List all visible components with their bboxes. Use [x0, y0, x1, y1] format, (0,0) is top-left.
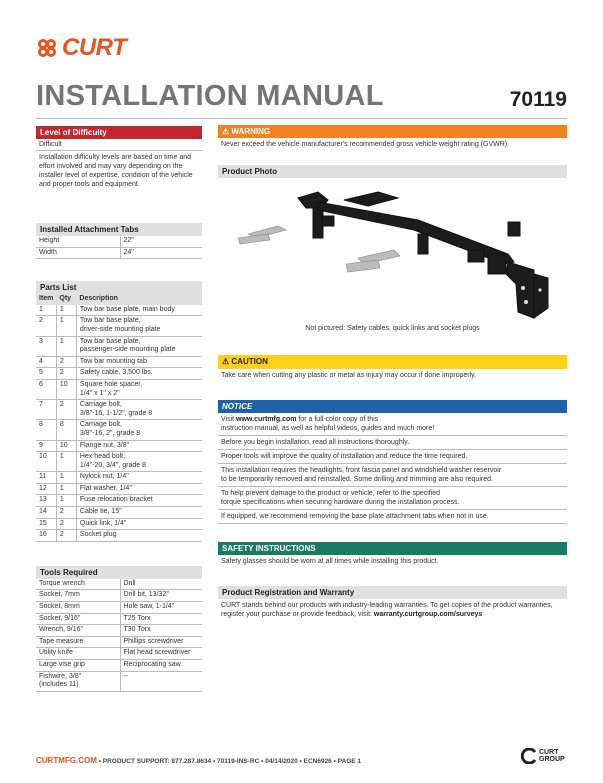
warning-heading-text: WARNING [231, 127, 271, 136]
parts-row [36, 518, 202, 530]
title-divider [36, 118, 567, 119]
tools-section [36, 566, 202, 692]
tools-row [36, 625, 202, 637]
tool-name: Torque wrench [36, 579, 120, 590]
parts-quantity: 10 [56, 440, 76, 452]
curt-group-mark-icon [521, 748, 537, 764]
parts-quantity: 10 [56, 379, 76, 399]
footer-info: • PRODUCT SUPPORT: 877.287.8634 • 70119-INS-RC • 04/14/2020 • ECN6926 • PAGE 1 [96, 758, 362, 765]
parts-table [36, 294, 202, 542]
parts-quantity: 1 [56, 472, 76, 484]
parts-quantity: 2 [56, 400, 76, 420]
tools-row [36, 660, 202, 672]
notice-visit-suffix: for a full-color copy of this [296, 416, 379, 423]
footer [36, 756, 361, 765]
registration-section [218, 586, 567, 621]
tools-row [36, 579, 202, 590]
parts-list-section [36, 281, 202, 542]
tools-row [36, 602, 202, 614]
parts-description: Nylock nut, 1/4" [76, 472, 202, 484]
registration-heading: Product Registration and Warranty [218, 586, 567, 599]
notice-item: This installation requires the headlights, front fascia panel and windshield washer reservoir to be temporarily removed and reinstalled. Some drilling and trimming are also required. [218, 464, 567, 487]
parts-description: Socket plug [76, 530, 202, 542]
curt-group-logo [521, 744, 567, 766]
parts-row [36, 452, 202, 472]
parts-row [36, 316, 202, 336]
caution-text: Take care when cutting any plastic or metal as injury may occur if done improperly. [221, 372, 477, 379]
tools-row [36, 671, 202, 691]
attachment-tabs-section [36, 223, 202, 259]
curt-gear-icon [36, 37, 58, 59]
notice-visit-prefix: Visit [221, 416, 237, 423]
notice-visit [218, 413, 567, 436]
warning-section [218, 125, 567, 151]
tool-name: T30 Torx [120, 625, 202, 637]
parts-quantity: 1 [56, 316, 76, 336]
safety-section [218, 542, 567, 568]
parts-description: Safety cable, 3,500 lbs. [76, 368, 202, 380]
tool-name: -- [120, 671, 202, 691]
notice-item: If equipped, we recommend removing the base plate attachment tabs when not in use. [218, 510, 567, 524]
parts-row [36, 495, 202, 507]
parts-description: Cable tie, 15" [76, 507, 202, 519]
parts-description: Tow bar mounting tab [76, 356, 202, 368]
curt-group-sub: GROUP [539, 756, 565, 763]
parts-row [36, 400, 202, 420]
parts-quantity: 2 [56, 530, 76, 542]
registration-body: CURT stands behind our products with industry-leading warranties. To get copies of the product warranties, register your purchase or provide feedback, visit: [221, 602, 553, 618]
safety-heading: SAFETY INSTRUCTIONS [218, 542, 567, 555]
attachment-tab-value: 24" [120, 247, 202, 259]
parts-quantity: 2 [56, 368, 76, 380]
safety-text: Safety glasses should be worn at all times while installing this product. [221, 558, 439, 565]
parts-row [36, 305, 202, 316]
tools-row [36, 636, 202, 648]
parts-item-number: 3 [36, 336, 56, 356]
parts-item-number: 5 [36, 368, 56, 380]
parts-row [36, 507, 202, 519]
product-photo-heading: Product Photo [218, 165, 567, 178]
parts-description: Fuse relocation bracket [76, 495, 202, 507]
product-photo [218, 178, 567, 320]
tools-heading: Tools Required [36, 566, 202, 579]
product-photo-caption: Not pictured: Safety cables, quick links and socket plugs [305, 325, 480, 332]
notice-section [218, 400, 567, 524]
parts-quantity: 1 [56, 336, 76, 356]
attachment-tab-value: 22" [120, 236, 202, 247]
parts-description: Tow bar base plate, main body [76, 305, 202, 316]
notice-item: Before you begin installation, read all instructions thoroughly. [218, 436, 567, 450]
part-number: 70119 [509, 88, 567, 111]
notice-item: To help prevent damage to the product or vehicle, refer to the specified torque specifications when securing hardware during the installation process. [218, 487, 567, 510]
difficulty-level: Difficult [36, 139, 202, 151]
parts-row [36, 336, 202, 356]
tool-name: Tape measure [36, 636, 120, 648]
parts-row [36, 530, 202, 542]
parts-description: Flange nut, 3/8" [76, 440, 202, 452]
parts-description: Quick link, 1/4" [76, 518, 202, 530]
notice-items [218, 436, 567, 524]
parts-description: Carriage bolt, 3/8"-16, 1-1/2", grade 8 [76, 400, 202, 420]
parts-description: Tow bar base plate, driver-side mounting plate [76, 316, 202, 336]
parts-row [36, 483, 202, 495]
parts-row [36, 472, 202, 484]
tool-name: Socket, 8mm [36, 602, 120, 614]
curt-group-text: CURT [539, 749, 559, 756]
parts-item-number: 14 [36, 507, 56, 519]
tool-name: Socket, 7mm [36, 590, 120, 602]
parts-row [36, 420, 202, 440]
tool-name: Utility knife [36, 648, 120, 660]
parts-item-number: 13 [36, 495, 56, 507]
parts-item-number: 15 [36, 518, 56, 530]
parts-item-number: 11 [36, 472, 56, 484]
parts-quantity: 1 [56, 495, 76, 507]
parts-description: Hex head bolt, 1/4"-20, 3/4", grade 8 [76, 452, 202, 472]
tools-table [36, 579, 202, 692]
registration-text [218, 599, 567, 621]
tool-name: Fishwire, 3/8" (includes 11) [36, 671, 120, 691]
logo-wordmark: CURT [62, 34, 127, 61]
parts-quantity: 2 [56, 356, 76, 368]
notice-item: Proper tools will improve the quality of installation and reduce the time required. [218, 450, 567, 464]
footer-site-link[interactable]: CURTMFG.COM [36, 756, 97, 765]
parts-description: Carriage bolt, 3/8"-16, 2", grade 8 [76, 420, 202, 440]
warning-text: Never exceed the vehicle manufacturer's recommended gross vehicle weight rating (GVWR). [221, 141, 510, 148]
curt-logo [36, 36, 126, 60]
parts-item-number: 7 [36, 400, 56, 420]
left-column [36, 126, 202, 692]
parts-item-number: 8 [36, 420, 56, 440]
tool-name: Flat head screwdriver [120, 648, 202, 660]
warning-icon: ⚠ [222, 127, 230, 136]
warning-heading [218, 125, 567, 138]
curt-group-wordmark [539, 749, 565, 763]
parts-quantity: 8 [56, 420, 76, 440]
tool-name: T25 Torx [120, 613, 202, 625]
tool-name: Reciprocating saw [120, 660, 202, 672]
parts-description: Flat washer, 1/4" [76, 483, 202, 495]
attachment-tab-label: Height [36, 236, 120, 247]
difficulty-heading: Level of Difficulty [36, 126, 202, 139]
parts-description: Square hole spacer, 1/4" x 1" x 2" [76, 379, 202, 399]
notice-visit-link[interactable]: www.curtmfg.com [236, 416, 297, 423]
attachment-tab-row [36, 236, 202, 247]
parts-col-item: Item [36, 294, 56, 305]
tools-row [36, 648, 202, 660]
parts-col-description: Description [76, 294, 202, 305]
parts-item-number: 10 [36, 452, 56, 472]
parts-quantity: 2 [56, 518, 76, 530]
notice-heading: NOTICE [218, 400, 567, 413]
tool-name: Drill [120, 579, 202, 590]
attachment-tab-row [36, 247, 202, 259]
page-title: INSTALLATION MANUAL [36, 80, 384, 112]
parts-item-number: 1 [36, 305, 56, 316]
parts-quantity: 1 [56, 452, 76, 472]
attachment-tab-label: Width [36, 247, 120, 259]
difficulty-section [36, 126, 202, 201]
caution-section [218, 355, 567, 382]
parts-row [36, 379, 202, 399]
parts-item-number: 12 [36, 483, 56, 495]
tool-name: Drill bit, 13/32" [120, 590, 202, 602]
difficulty-description: Installation difficulty levels are based on time and effort involved and may vary depending on the installer level of expertise, condition of the vehicle and proper tools and equipment. [39, 154, 193, 188]
registration-link[interactable]: warranty.curtgroup.com/surveys [373, 611, 483, 618]
parts-item-number: 9 [36, 440, 56, 452]
tool-name: Wrench, 9/16" [36, 625, 120, 637]
tool-name: Large vise grip [36, 660, 120, 672]
attachment-tabs-heading: Installed Attachment Tabs [36, 223, 202, 236]
parts-item-number: 2 [36, 316, 56, 336]
parts-item-number: 6 [36, 379, 56, 399]
parts-quantity: 1 [56, 483, 76, 495]
caution-heading-text: CAUTION [231, 357, 268, 366]
parts-quantity: 1 [56, 305, 76, 316]
parts-row [36, 368, 202, 380]
attachment-tabs-table [36, 236, 202, 259]
parts-item-number: 16 [36, 530, 56, 542]
parts-list-heading: Parts List [36, 281, 202, 294]
parts-item-number: 4 [36, 356, 56, 368]
tools-row [36, 590, 202, 602]
caution-heading [218, 355, 567, 369]
parts-quantity: 2 [56, 507, 76, 519]
tools-row [36, 613, 202, 625]
parts-description: Tow bar base plate, passenger-side mounting plate [76, 336, 202, 356]
caution-icon: ⚠ [222, 357, 230, 366]
tool-name: Phillips screwdriver [120, 636, 202, 648]
notice-visit-line2: instruction manual, as well as helpful videos, guides and much more! [221, 425, 435, 432]
parts-row [36, 356, 202, 368]
right-column [218, 125, 567, 621]
product-photo-section [218, 165, 567, 341]
parts-col-qty: Qty [56, 294, 76, 305]
parts-row [36, 440, 202, 452]
tool-name: Hole saw, 1-1/4" [120, 602, 202, 614]
tool-name: Socket, 9/16" [36, 613, 120, 625]
